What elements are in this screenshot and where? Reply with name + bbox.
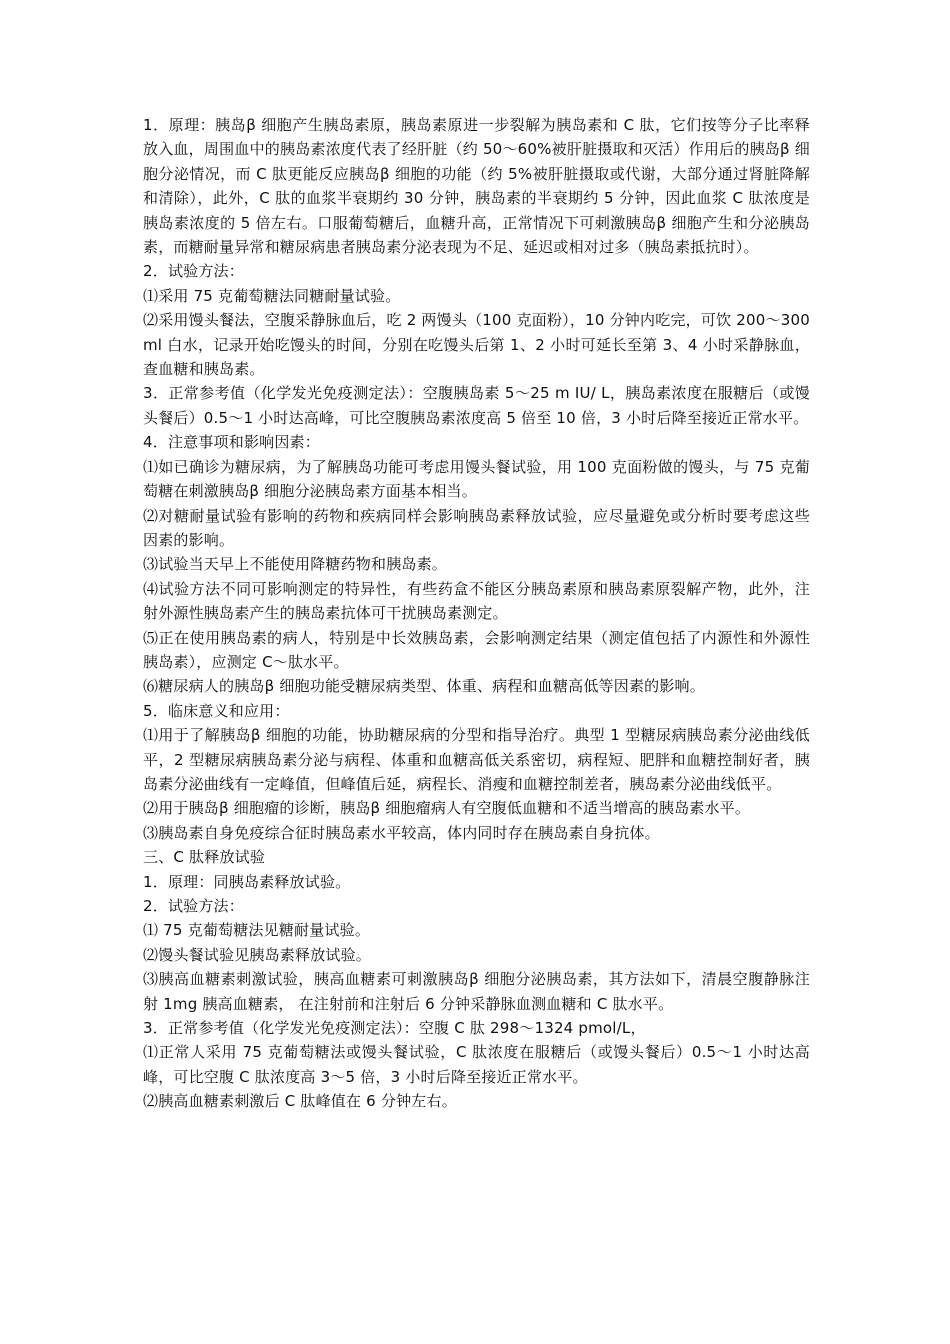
paragraph-note-4: ⑷试验方法不同可影响测定的特异性，有些药盒不能区分胰岛素原和胰岛素原裂解产物，此外，注射外源性胰岛素产生的胰岛素抗体可干扰胰岛素测定。: [143, 579, 810, 623]
paragraph-note-5: ⑸正在使用胰岛素的病人，特别是中长效胰岛素，会影响测定结果（测定值包括了内源性和外源性胰岛素），应测定 C～肽水平。: [143, 628, 810, 671]
paragraph-c-reference-2: ⑵胰高血糖素刺激后 C 肽峰值在 6 分钟左右。: [143, 1092, 457, 1111]
paragraph-c-principle: 1．原理：同胰岛素释放试验。: [143, 872, 351, 891]
paragraph-note-1: ⑴如已确诊为糖尿病，为了解胰岛功能可考虑用馒头餐试验，用 100 克面粉做的馒头，与 75 克葡萄糖在刺激胰岛β 细胞分泌胰岛素方面基本相当。: [143, 457, 810, 501]
paragraph-c-reference-1: ⑴正常人采用 75 克葡萄糖法或馒头餐试验，C 肽浓度在服糖后（或馒头餐后）0.5～1 小时达高峰，可比空腹 C 肽浓度高 3～5 倍，3 小时后降至接近正常水平。: [143, 1043, 810, 1086]
paragraph-method-1: ⑴采用 75 克葡萄糖法同糖耐量试验。: [143, 286, 401, 305]
paragraph-method-heading: 2．试验方法：: [143, 262, 244, 281]
paragraph-clinical-heading: 5．临床意义和应用：: [143, 701, 290, 720]
paragraph-clinical-2: ⑵用于胰岛β 细胞瘤的诊断，胰岛β 细胞瘤病人有空腹低血糖和不适当增高的胰岛素水平。: [143, 799, 751, 818]
document-body: [143, 113, 810, 1114]
paragraph-clinical-3: ⑶胰岛素自身免疫综合征时胰岛素水平较高，体内同时存在胰岛素自身抗体。: [143, 823, 660, 842]
paragraph-c-method-1: ⑴ 75 克葡萄糖法见糖耐量试验。: [143, 921, 371, 940]
paragraph-c-reference-values: 3．正常参考值（化学发光免疫测定法）：空腹 C 肽 298～1324 pmol/L，: [143, 1019, 646, 1038]
paragraph-principle: 1．原理：胰岛β 细胞产生胰岛素原，胰岛素原进一步裂解为胰岛素和 C 肽，它们按等分子比率释放入血，周围血中的胰岛素浓度代表了经肝脏（约 50～60%被肝脏摄取和灭活）作用后的胰岛β 细胞分泌情况，而 C 肽更能反应胰岛β 细胞的功能（约 5%被肝脏摄取或代谢，大部分通过肾脏降解和清除），此外，C 肽的血浆半衰期约 30 分钟，胰岛素的半衰期约 5 分钟，因此血浆 C 肽浓度是胰岛素浓度的 5 倍左右。口服葡萄糖后，血糖升高，正常情况下可刺激胰岛β 细胞产生和分泌胰岛素，而糖耐量异常和糖尿病患者胰岛素分泌表现为不足、延迟或相对过多（胰岛素抵抗时）。: [143, 116, 810, 257]
paragraph-c-method-3: ⑶胰高血糖素刺激试验，胰高血糖素可刺激胰岛β 细胞分泌胰岛素，其方法如下，清晨空腹静脉注射 1mg 胰高血糖素， 在注射前和注射后 6 分钟采静脉血测血糖和 C 肽水平。: [143, 970, 810, 1013]
paragraph-note-6: ⑹糖尿病人的胰岛β 细胞功能受糖尿病类型、体重、病程和血糖高低等因素的影响。: [143, 677, 705, 696]
paragraph-clinical-1: ⑴用于了解胰岛β 细胞的功能，协助糖尿病的分型和指导治疗。典型 1 型糖尿病胰岛素分泌曲线低平，2 型糖尿病胰岛素分泌与病程、体重和血糖高低关系密切，病程短、肥胖和血糖控制好者，胰岛素分泌曲线有一定峰值，但峰值后延，病程长、消瘦和血糖控制差者，胰岛素分泌曲线低平。: [143, 726, 810, 793]
paragraph-c-method-heading: 2．试验方法：: [143, 897, 244, 915]
paragraph-reference-values: 3．正常参考值（化学发光免疫测定法）：空腹胰岛素 5～25 m IU/ L，胰岛素浓度在服糖后（或馒头餐后）0.5～1 小时达高峰，可比空腹胰岛素浓度高 5 倍至 10 倍，3 小时后降至接近正常水平。: [143, 384, 810, 427]
paragraph-method-2: ⑵采用馒头餐法，空腹采静脉血后，吃 2 两馒头（100 克面粉），10 分钟内吃完，可饮 200～300ml 白水，记录开始吃馒头的时间，分别在吃馒头后第 1、2 小时可延长至第 3、4 小时采静脉血，查血糖和胰岛素。: [143, 311, 810, 379]
paragraph-c-method-2: ⑵馒头餐试验见胰岛素释放试验。: [143, 945, 372, 964]
paragraph-note-2: ⑵对糖耐量试验有影响的药物和疾病同样会影响胰岛素释放试验，应尽量避免或分析时要考虑这些因素的影响。: [143, 506, 810, 549]
section-heading-c-peptide: 三、C 肽释放试验: [143, 848, 266, 867]
paragraph-notes-heading: 4．注意事项和影响因素：: [143, 433, 320, 452]
paragraph-note-3: ⑶试验当天早上不能使用降糖药物和胰岛素。: [143, 555, 448, 574]
